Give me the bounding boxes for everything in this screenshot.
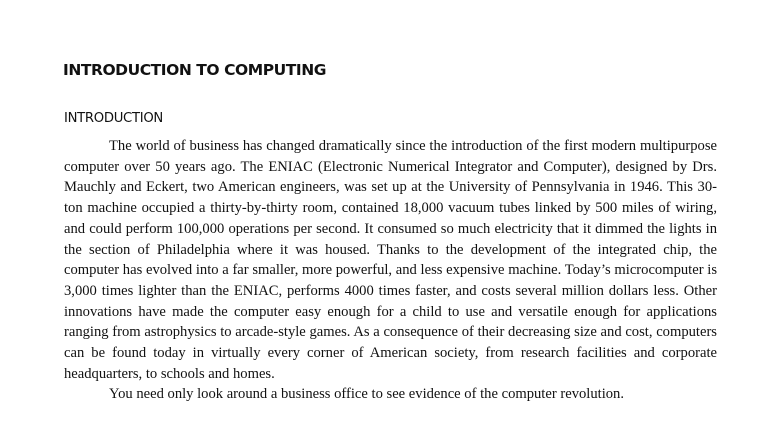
- paragraph: You need only look around a business office to see evidence of the computer revolution.: [109, 386, 624, 403]
- document-title: INTRODUCTION TO COMPUTING: [63, 61, 326, 79]
- section-heading-introduction: INTRODUCTION: [64, 111, 163, 126]
- paragraph: The world of business has changed dramatically since the introduction of the first modern multipurpose computer over 50 years ago. The ENIAC (Electronic Numerical Integrator and Computer), designed by Drs. Mauchly and Eckert, two American engineers, was set up at the University of Pennsylvania in 1946. This 30-ton machine occupied a thirty-by-thirty room, contained 18,000 vacuum tubes linked by 500 miles of wiring, and could perform 100,000 operations per second. It consumed so much electricity that it dimmed the lights in the section of Philadelphia where it was housed. Thanks to the development of the integrated chip, the computer has evolved into a far smaller, more powerful, and less expensive machine. Today’s microcomputer is 3,000 times lighter than the ENIAC, performs 4000 times faster, and costs several million dollars less. Other innovations have made the computer easy enough for a child to use and versatile enough for applications ranging from astrophysics to arcade-style games. As a consequence of their decreasing size and cost, computers can be found today in virtually every corner of American society, from research facilities and corporate headquarters, to schools and homes.: [64, 138, 717, 382]
- body-text: [64, 136, 717, 405]
